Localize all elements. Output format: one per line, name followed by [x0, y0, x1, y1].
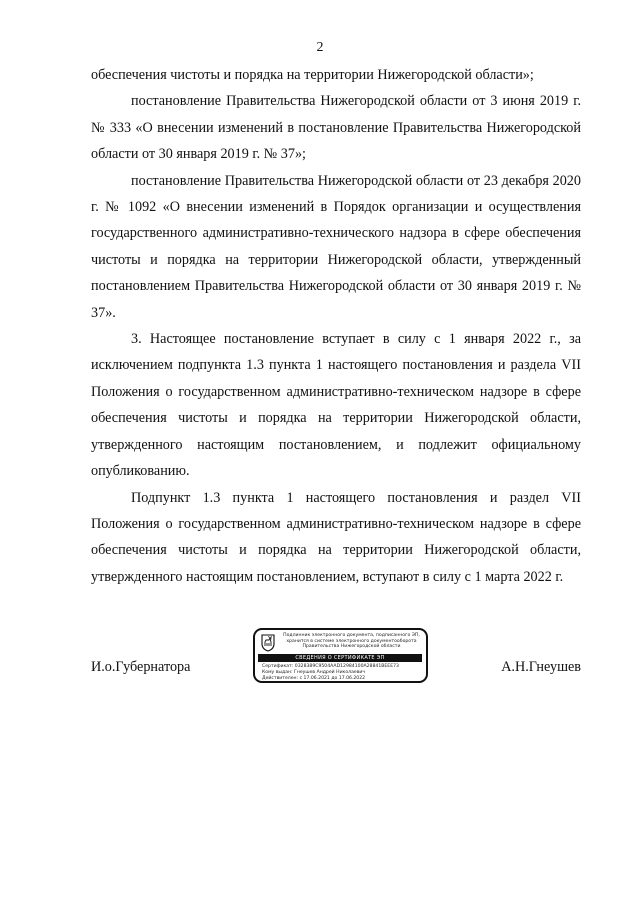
paragraph-subclause-effective: Подпункт 1.3 пункта 1 настоящего постановления и раздел VII Положения о государственном административно-техническом надзоре в сфере обеспечения чистоты и порядка на территории Нижегородской области, утвержденного настоящим постановлением, вступают в силу с 1 марта 2022 г. — [91, 489, 581, 585]
signature-block — [91, 628, 581, 688]
stamp-certificate-bar: СВЕДЕНИЯ О СЕРТИФИКАТЕ ЭП — [258, 654, 422, 662]
page-number: 2 — [316, 40, 324, 55]
document-body — [91, 62, 581, 590]
paragraph-resolution-333: постановление Правительства Нижегородской области от 3 июня 2019 г. № 333 «О внесении изменений в постановление Правительства Нижегородской области от 30 января 2019 г. № 37»; — [91, 93, 581, 163]
stamp-certificate-number: Сертификат: 0328389C9504AAD12984100A28841BEEE73 — [262, 664, 399, 669]
signer-name: А.Н.Гнеушев — [501, 659, 581, 675]
stamp-header-line: Правительства Нижегородской области — [302, 644, 401, 650]
paragraph-effective-date: 3. Настоящее постановление вступает в силу с 1 января 2022 г., за исключением подпункта 1.3 пункта 1 настоящего постановления и раздела VII Положения о государственном административно-техническом надзоре в сфере обеспечения чистоты и порядка на территории Нижегородской области, утвержденного настоящим постановлением, и подлежит официальному опубликованию. — [91, 331, 581, 480]
coat-of-arms-icon — [261, 634, 275, 652]
electronic-signature-stamp — [253, 628, 428, 683]
stamp-details — [262, 664, 399, 681]
stamp-validity: Действителен: с 17.06.2021 до 17.06.2022 — [262, 675, 366, 681]
stamp-header-line: хранится в системе электронного документооборота — [286, 638, 417, 644]
paragraph-continuation: обеспечения чистоты и порядка на территории Нижегородской области»; — [91, 67, 534, 83]
stamp-header — [279, 633, 424, 650]
stamp-header-line: Подлинник электронного документа, подписанного ЭП, — [283, 633, 420, 638]
stamp-issued-to: Кому выдан: Гнеушев Андрей Николаевич — [262, 669, 366, 675]
signer-title: И.о.Губернатора — [91, 659, 191, 675]
paragraph-resolution-1092: постановление Правительства Нижегородской области от 23 декабря 2020 г. № 1092 «О внесении изменений в Порядок организации и осуществления государственного административно-технического надзора в сфере обеспечения чистоты и порядка на территории Нижегородской области, утвержденный постановлением Правительства Нижегородской области от 30 января 2019 г. № 37». — [91, 172, 581, 321]
